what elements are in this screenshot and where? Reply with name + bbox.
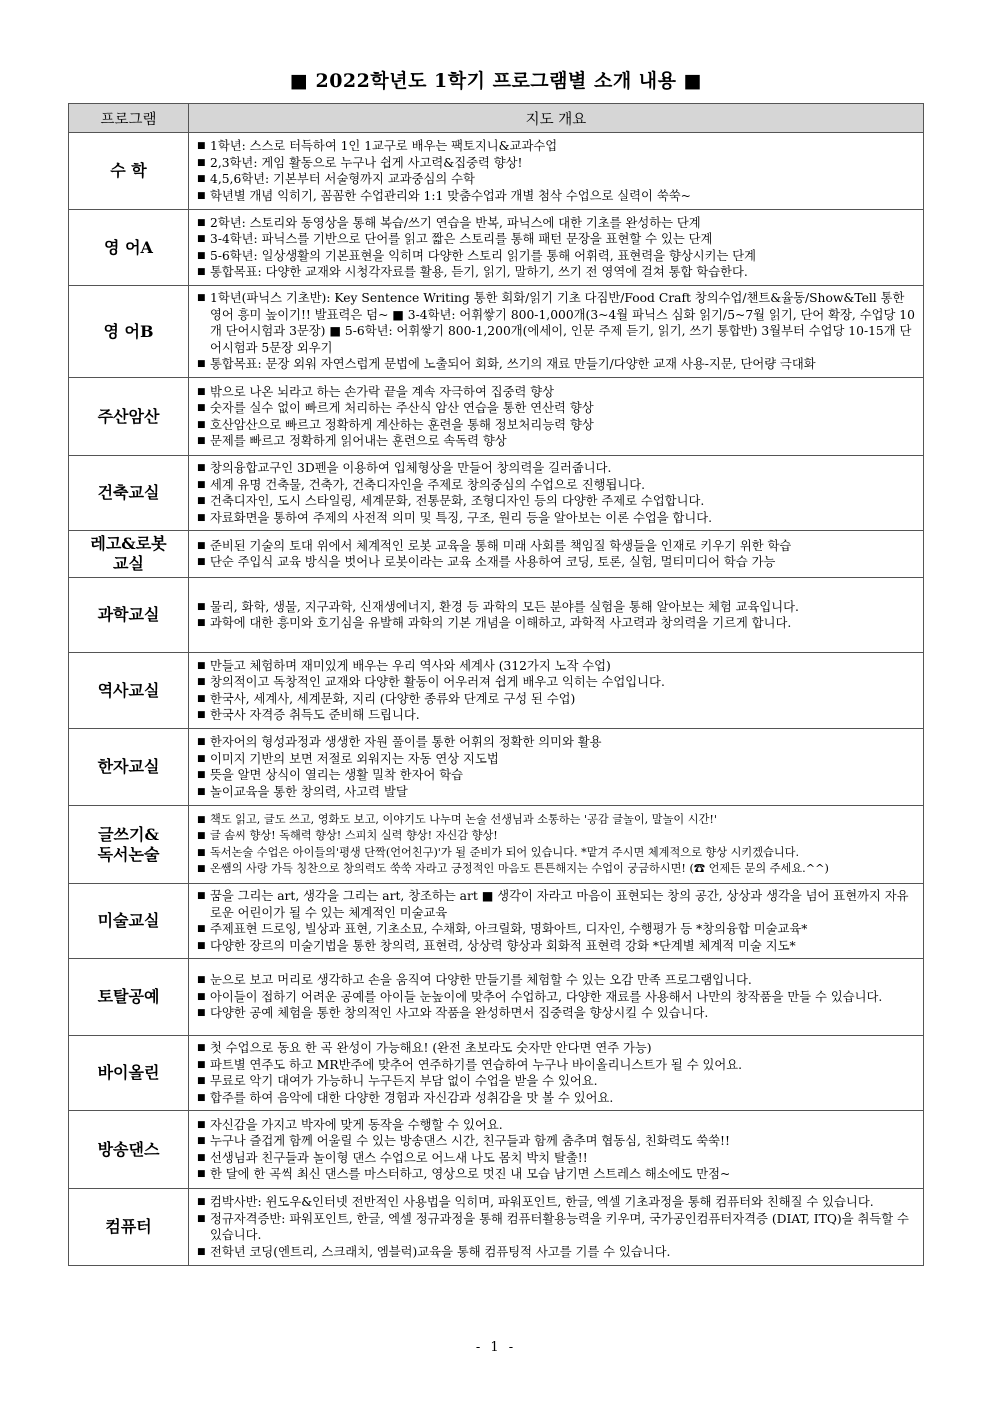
- program-row: [69, 578, 924, 653]
- program-description: [189, 1111, 924, 1189]
- description-item: ■ 아이들이 접하기 어려운 공예를 아이들 눈높이에 맞추어 수업하고, 다양한 재료를 사용해서 나만의 창작품을 만들 수 있습니다.: [197, 989, 917, 1006]
- description-item: ■ 호산암산으로 빠르고 정확하게 계산하는 훈련을 통해 정보처리능력 향상: [197, 417, 917, 434]
- description-item: ■ 다양한 장르의 미술기법을 통한 창의력, 표현력, 상상력 향상과 회화적 표현력 강화 *단계별 체계적 미술 지도*: [197, 938, 917, 955]
- table-header-row: [69, 104, 924, 133]
- description-list: [197, 972, 917, 1022]
- description-item: ■ 물리, 화학, 생물, 지구과학, 신재생에너지, 환경 등 과학의 모든 분야를 실험을 통해 알아보는 체험 교육입니다.: [197, 599, 917, 616]
- program-description: [189, 806, 924, 884]
- description-list: [197, 290, 917, 373]
- program-description: [189, 378, 924, 456]
- description-item: ■ 책도 읽고, 글도 쓰고, 영화도 보고, 이야기도 나누며 논술 선생님과 소통하는 '공감 글놀이, 말놀이 시간!': [197, 812, 917, 829]
- program-row: [69, 729, 924, 806]
- description-item: ■ 독서논술 수업은 아이들의'평생 단짝(언어친구)'가 될 준비가 되어 있습니다. *맡겨 주시면 체계적으로 향상 시키겠습니다.: [197, 845, 917, 862]
- program-row: [69, 1189, 924, 1266]
- program-name-line: 수 학: [110, 161, 147, 180]
- description-list: [197, 1040, 917, 1106]
- description-item: ■ 통합목표: 문장 외워 자연스럽게 문법에 노출되어 회화, 쓰기의 재료 만들기/다양한 교재 사용-지문, 단어량 극대화: [197, 356, 917, 373]
- program-name-line: 주산암산: [97, 406, 160, 426]
- program-row: [69, 456, 924, 531]
- description-item: ■ 숫자를 실수 없이 빠르게 처리하는 주산식 암산 연습을 통한 연산력 향상: [197, 400, 917, 417]
- program-description: [189, 456, 924, 531]
- description-item: ■ 이미지 기반의 보면 저절로 외워지는 자동 연상 지도법: [197, 751, 917, 768]
- program-description: [189, 210, 924, 286]
- description-item: ■ 글 솜씨 향상! 독해력 향상! 스피치 실력 향상! 자신감 향상!: [197, 828, 917, 845]
- description-item: ■ 1학년(파닉스 기초반): Key Sentence Writing 통한 회화/읽기 기초 다짐반/Food Craft 창의수업/챈트&율동/Show&Tell 통한 영어 흥미 높이기!! 발표력은 덤~ ■ 3-4학년: 어휘쌓기 800-1,000개(3~4월 파닉스 심화 읽기/5~7월 읽기, 단어 확장, 수업당 10개 단어시험과 3문장) ■ 5-6학년: 어휘쌓기 800-1,200개(에세이, 인문 주제 듣기, 읽기, 쓰기 통합반) 3월부터 수업당 10-15개 단어시험과 5문장 외우기: [197, 290, 917, 356]
- description-item: ■ 한국사 자격증 취득도 준비해 드립니다.: [197, 707, 917, 724]
- program-row: [69, 286, 924, 378]
- program-name-line: 컴퓨터: [105, 1217, 152, 1236]
- description-item: ■ 과학에 대한 흥미와 호기심을 유발해 과학의 기본 개념을 이해하고, 과학적 사고력과 창의력을 기르게 합니다.: [197, 615, 917, 632]
- program-description: [189, 884, 924, 959]
- description-item: ■ 문제를 빠르고 정확하게 읽어내는 훈련으로 속독력 향상: [197, 433, 917, 450]
- description-item: ■ 놀이교육을 통한 창의력, 사고력 발달: [197, 784, 917, 801]
- description-list: [197, 812, 917, 878]
- program-description: [189, 959, 924, 1036]
- program-name-line: 교실: [113, 554, 144, 573]
- description-item: ■ 통합목표: 다양한 교재와 시청각자료를 활용, 듣기, 읽기, 말하기, 쓰기 전 영역에 걸쳐 통합 학습한다.: [197, 264, 917, 281]
- description-item: ■ 눈으로 보고 머리로 생각하고 손을 움직여 다양한 만들기를 체험할 수 있는 오감 만족 프로그램입니다.: [197, 972, 917, 989]
- description-item: ■ 2학년: 스토리와 동영상을 통해 복습/쓰기 연습을 반복, 파닉스에 대한 기초를 완성하는 단계: [197, 215, 917, 232]
- program-description: [189, 1189, 924, 1266]
- description-item: ■ 무료로 악기 대여가 가능하니 누구든지 부담 없이 수업을 받을 수 있어요.: [197, 1073, 917, 1090]
- description-item: ■ 밖으로 나온 뇌라고 하는 손가락 끝을 계속 자극하여 집중력 향상: [197, 384, 917, 401]
- description-item: ■ 첫 수업으로 동요 한 곡 완성이 가능해요! (완전 초보라도 숫자만 안다면 연주 가능): [197, 1040, 917, 1057]
- program-name: [69, 1189, 189, 1266]
- program-name-line: 독서논술: [97, 844, 160, 864]
- program-row: [69, 133, 924, 210]
- program-name-line: 영 어B: [103, 321, 154, 341]
- program-name-line: 바이올린: [97, 1063, 160, 1082]
- program-name: [69, 959, 189, 1036]
- program-name-line: 미술교실: [97, 911, 160, 930]
- program-description: [189, 578, 924, 653]
- description-item: ■ 전학년 코딩(엔트리, 스크래치, 엠블럭)교육을 통해 컴퓨팅적 사고를 기를 수 있습니다.: [197, 1244, 917, 1261]
- program-description: [189, 286, 924, 378]
- description-item: ■ 다양한 공예 체험을 통한 창의적인 사고와 작품을 완성하면서 집중력을 향상시킬 수 있습니다.: [197, 1005, 917, 1022]
- description-item: ■ 2,3학년: 게임 활동으로 누구나 쉽게 사고력&집중력 향상!: [197, 155, 917, 172]
- program-name-line: 글쓰기&: [98, 824, 159, 844]
- program-name: [69, 1036, 189, 1111]
- description-item: ■ 한국사, 세계사, 세계문화, 지리 (다양한 종류와 단계로 구성 된 수업): [197, 691, 917, 708]
- program-name: [69, 884, 189, 959]
- description-item: ■ 선생님과 친구들과 놀이형 댄스 수업으로 어느새 나도 몸치 박치 탈출!!: [197, 1150, 917, 1167]
- description-item: ■ 뜻을 알면 상식이 열리는 생활 밀착 한자어 학습: [197, 767, 917, 784]
- description-item: ■ 컴박사반: 윈도우&인터넷 전반적인 사용법을 익히며, 파워포인트, 한글, 엑셀 기초과정을 통해 컴퓨터와 친해질 수 있습니다.: [197, 1194, 917, 1211]
- program-name: [69, 133, 189, 210]
- program-name: [69, 286, 189, 378]
- description-item: ■ 주제표현 드로잉, 빌상과 표현, 기초소묘, 수채화, 아크릴화, 명화아트, 디자인, 수행평가 등 *창의융합 미술교육*: [197, 921, 917, 938]
- program-row: [69, 653, 924, 729]
- page-number: - 1 -: [475, 1340, 517, 1355]
- description-list: [197, 1117, 917, 1183]
- description-item: ■ 꿈을 그리는 art, 생각을 그리는 art, 창조하는 art ■ 생각이 자라고 마음이 표현되는 창의 공간, 상상과 생각을 넘어 표현까지 자유로운 어린이가 될 수 있는 체계적인 미술교육: [197, 888, 917, 921]
- description-item: ■ 온쌤의 사랑 가득 칭찬으로 창의력도 쑥쑥 자라고 긍정적인 마음도 튼튼해지는 수업이 궁금하시면! (☎ 언제든 문의 주세요.^^): [197, 861, 917, 878]
- description-item: ■ 5-6학년: 일상생활의 기본표현을 익히며 다양한 스토리 읽기를 통해 어휘력, 표현력을 향상시키는 단계: [197, 248, 917, 265]
- program-name-line: 과학교실: [97, 605, 160, 624]
- program-row: [69, 806, 924, 884]
- description-item: ■ 창의융합교구인 3D펜을 이용하여 입체형상을 만들어 창의력을 길러줍니다.: [197, 460, 917, 477]
- program-description: [189, 133, 924, 210]
- description-item: ■ 준비된 기술의 토대 위에서 체계적인 로봇 교육을 통해 미래 사회를 책임질 학생들을 인재로 키우기 위한 학습: [197, 538, 917, 555]
- description-item: ■ 한 달에 한 곡씩 최신 댄스를 마스터하고, 영상으로 멋진 내 모습 남기면 스트레스 해소에도 만점~: [197, 1166, 917, 1183]
- description-item: ■ 정규자격증반: 파워포인트, 한글, 엑셀 정규과정을 통해 컴퓨터활용능력을 키우며, 국가공인컴퓨터자격증 (DIAT, ITQ)을 취득할 수 있습니다.: [197, 1211, 917, 1244]
- description-item: ■ 만들고 체험하며 재미있게 배우는 우리 역사와 세계사 (312가지 노작 수업): [197, 658, 917, 675]
- description-item: ■ 단순 주입식 교육 방식을 벗어나 로봇이라는 교육 소재를 사용하여 코딩, 토론, 실험, 멀티미디어 학습 가능: [197, 554, 917, 571]
- program-description: [189, 1036, 924, 1111]
- description-list: [197, 384, 917, 450]
- program-row: [69, 1111, 924, 1189]
- description-list: [197, 599, 917, 632]
- program-row: [69, 884, 924, 959]
- program-row: [69, 1036, 924, 1111]
- description-list: [197, 538, 917, 571]
- description-item: ■ 학년별 개념 익히기, 꼼꼼한 수업관리와 1:1 맞춤수업과 개별 첨삭 수업으로 실력이 쑥쑥~: [197, 188, 917, 205]
- description-item: ■ 한자어의 형성과정과 생생한 자원 풀이를 통한 어휘의 정확한 의미와 활용: [197, 734, 917, 751]
- program-name: [69, 806, 189, 884]
- description-item: ■ 창의적이고 독창적인 교재와 다양한 활동이 어우러져 쉽게 배우고 익히는 수업입니다.: [197, 674, 917, 691]
- program-name-line: 역사교실: [97, 680, 160, 700]
- program-name-line: 건축교실: [97, 483, 160, 502]
- program-name: [69, 653, 189, 729]
- program-row: [69, 378, 924, 456]
- program-row: [69, 210, 924, 286]
- program-row: [69, 959, 924, 1036]
- document-title: ■ 2022학년도 1학기 프로그램별 소개 내용 ■: [289, 70, 703, 92]
- description-item: ■ 자료화면을 통하여 주제의 사전적 의미 및 특징, 구조, 원리 등을 알아보는 이론 수업을 합니다.: [197, 510, 917, 527]
- description-list: [197, 658, 917, 724]
- description-list: [197, 734, 917, 800]
- description-list: [197, 888, 917, 954]
- program-name: [69, 456, 189, 531]
- program-name-line: 방송댄스: [97, 1139, 160, 1159]
- description-list: [197, 138, 917, 204]
- description-item: ■ 세계 유명 건축물, 건축가, 건축디자인을 주제로 창의중심의 수업으로 진행됩니다.: [197, 477, 917, 494]
- program-name-line: 한자교실: [97, 757, 160, 776]
- description-item: ■ 4,5,6학년: 기본부터 서술형까지 교과중심의 수학: [197, 171, 917, 188]
- program-name: [69, 531, 189, 578]
- program-description: [189, 729, 924, 806]
- description-list: [197, 1194, 917, 1260]
- description-item: ■ 파트별 연주도 하고 MR반주에 맞추어 연주하기를 연습하여 누구나 바이올리니스트가 될 수 있어요.: [197, 1057, 917, 1074]
- header-program: 프로그램: [69, 104, 189, 133]
- description-list: [197, 215, 917, 281]
- program-description: [189, 531, 924, 578]
- program-name: [69, 378, 189, 456]
- program-name: [69, 729, 189, 806]
- description-item: ■ 합주를 하여 음악에 대한 다양한 경험과 자신감과 성취감을 맛 볼 수 있어요.: [197, 1090, 917, 1107]
- program-name-line: 토탈공예: [97, 987, 160, 1006]
- program-name-line: 레고&로봇: [90, 534, 167, 553]
- program-name: [69, 578, 189, 653]
- description-item: ■ 3-4학년: 파닉스를 기반으로 단어를 읽고 짧은 스토리를 통해 패턴 문장을 표현할 수 있는 단계: [197, 231, 917, 248]
- program-name: [69, 1111, 189, 1189]
- header-overview: 지도 개요: [189, 104, 924, 133]
- program-name-line: 영 어A: [104, 237, 153, 257]
- description-item: ■ 건축디자인, 도시 스타일링, 세계문화, 전통문화, 조형디자인 등의 다양한 주제로 수업합니다.: [197, 493, 917, 510]
- program-description: [189, 653, 924, 729]
- program-table: [68, 103, 924, 1266]
- program-name: [69, 210, 189, 286]
- description-item: ■ 누구나 즐겁게 함께 어울릴 수 있는 방송댄스 시간, 친구들과 함께 춤추며 협동심, 친화력도 쑥쑥!!: [197, 1133, 917, 1150]
- description-item: ■ 자신감을 가지고 박자에 맞게 동작을 수행할 수 있어요.: [197, 1117, 917, 1134]
- description-item: ■ 1학년: 스스로 터득하여 1인 1교구로 배우는 팩토지니&교과수업: [197, 138, 917, 155]
- program-row: [69, 531, 924, 578]
- description-list: [197, 460, 917, 526]
